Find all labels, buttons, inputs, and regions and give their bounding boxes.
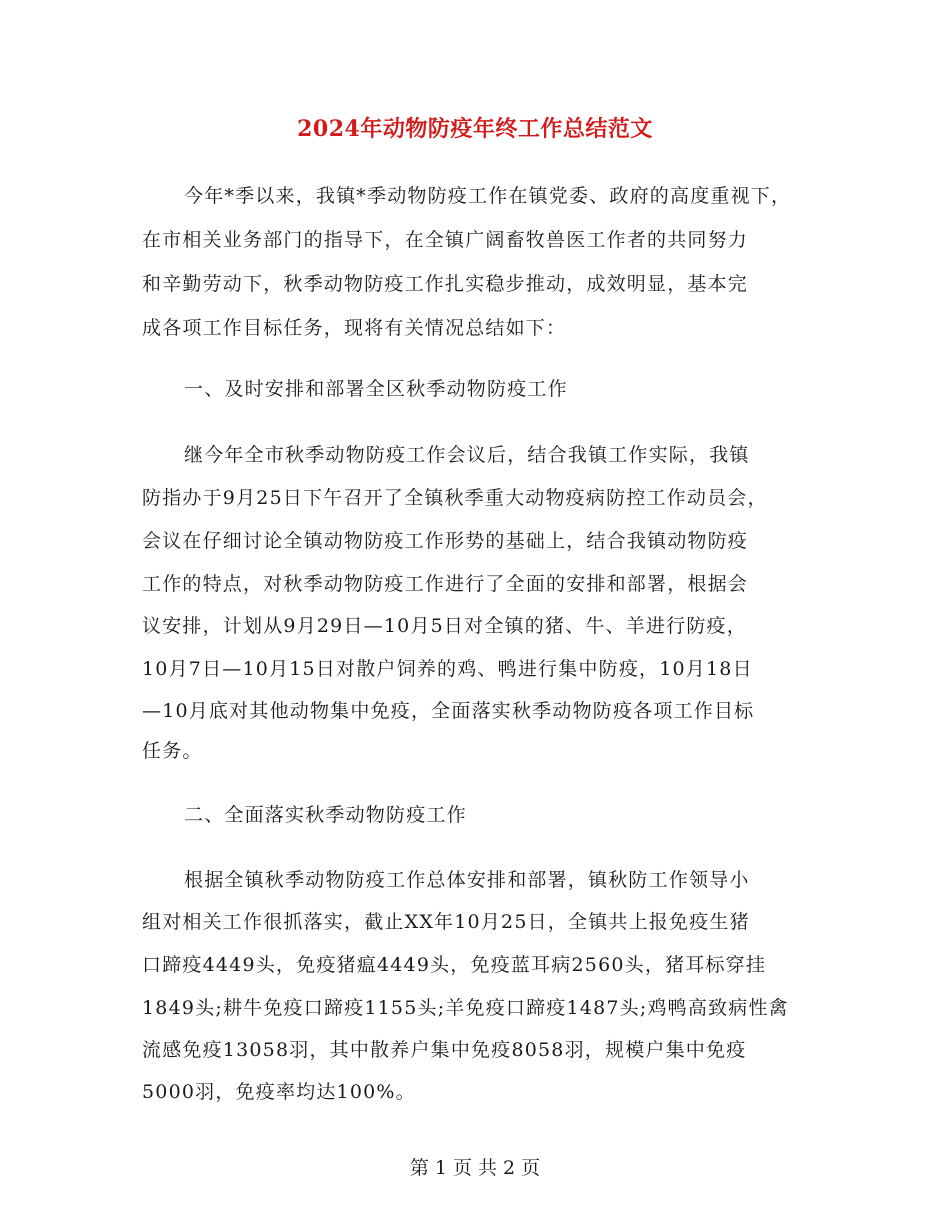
paragraph-line: 和辛勤劳动下，秋季动物防疫工作扎实稳步推动，成效明显，基本完 bbox=[142, 273, 749, 295]
document-title: 2024年动物防疫年终工作总结范文 bbox=[297, 116, 653, 142]
paragraph-line: 任务。 bbox=[142, 740, 203, 762]
paragraph-line: 根据全镇秋季动物防疫工作总体安排和部署，镇秋防工作领导小 bbox=[184, 869, 750, 891]
paragraph-line: 在市相关业务部门的指导下，在全镇广阔畜牧兽医工作者的共同努力 bbox=[142, 229, 749, 251]
paragraph-line: 今年*季以来，我镇*季动物防疫工作在镇党委、政府的高度重视下， bbox=[184, 185, 792, 207]
paragraph-line: 组对相关工作很抓落实，截止XX年10月25日，全镇共上报免疫生猪 bbox=[142, 911, 750, 933]
section-heading: 二、全面落实秋季动物防疫工作 bbox=[184, 804, 467, 826]
paragraph-line: 继今年全市秋季动物防疫工作会议后，结合我镇工作实际，我镇 bbox=[184, 444, 750, 466]
paragraph-line: 防指办于9月25日下午召开了全镇秋季重大动物疫病防控工作动员会， bbox=[142, 487, 768, 509]
paragraph-line: 成各项工作目标任务，现将有关情况总结如下： bbox=[142, 317, 567, 339]
page-footer: 第 1 页 共 2 页 bbox=[409, 1157, 541, 1179]
paragraph-line: —10月底对其他动物集中免疫，全面落实秋季动物防疫各项工作目标 bbox=[142, 700, 755, 722]
section-heading: 一、及时安排和部署全区秋季动物防疫工作 bbox=[184, 378, 568, 400]
paragraph-line: 口蹄疫4449头，免疫猪瘟4449头，免疫蓝耳病2560头，猪耳标穿挂 bbox=[142, 954, 767, 976]
paragraph-line: 议安排，计划从9月29日—10月5日对全镇的猪、牛、羊进行防疫， bbox=[142, 615, 747, 637]
paragraph-line: 工作的特点，对秋季动物防疫工作进行了全面的安排和部署，根据会 bbox=[142, 573, 749, 595]
paragraph-line: 5000羽，免疫率均达100%。 bbox=[142, 1081, 416, 1103]
paragraph-line: 10月7日—10月15日对散户饲养的鸡、鸭进行集中防疫，10月18日 bbox=[142, 658, 753, 680]
paragraph-line: 流感免疫13058羽，其中散养户集中免疫8058羽，规模户集中免疫 bbox=[142, 1039, 747, 1061]
paragraph-line: 会议在仔细讨论全镇动物防疫工作形势的基础上，结合我镇动物防疫 bbox=[142, 530, 749, 552]
paragraph-line: 1849头;耕牛免疫口蹄疫1155头;羊免疫口蹄疫1487头;鸡鸭高致病性禽 bbox=[142, 997, 789, 1019]
